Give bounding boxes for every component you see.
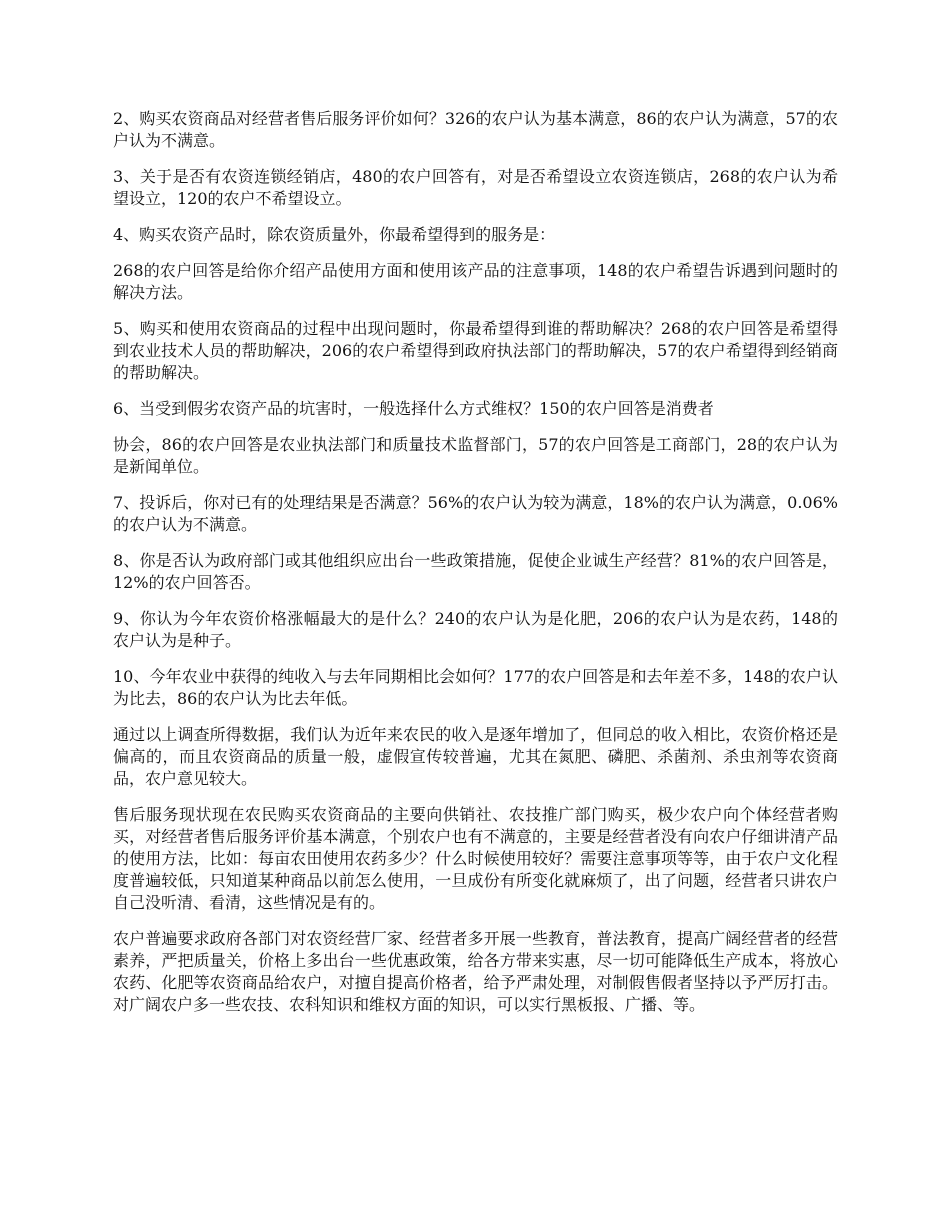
paragraph-q4-answer: 268的农户回答是给你介绍产品使用方面和使用该产品的注意事项，148的农户希望告诉遇到问题时的解决方法。 — [113, 261, 838, 302]
paragraph-after-sales-status: 售后服务现状现在农民购买农资商品的主要向供销社、农技推广部门购买，极少农户向个体经营者购买，对经营者售后服务评价基本满意，个别农户也有不满意的，主要是经营者没有向农户仔细讲清产品的使用方法，比如：每亩农田使用农药多少？什么时候使用较好？需要注意事项等等，由于农户文化程度普遍较低，只知道某种商品以前怎么使用，一旦成份有所变化就麻烦了，出了问题，经营者只讲农户自己没听清、看清，这些情况是有的。 — [113, 805, 838, 912]
paragraph-q8-policy: 8、你是否认为政府部门或其他组织应出台一些政策措施，促使企业诚生产经营？81%的农户回答是，12%的农户回答否。 — [113, 551, 838, 592]
paragraph-q3-chain-store: 3、关于是否有农资连锁经销店，480的农户回答有，对是否希望设立农资连锁店，268的农户认为希望设立，120的农户不希望设立。 — [113, 167, 838, 208]
paragraph-q5-help: 5、购买和使用农资商品的过程中出现问题时，你最希望得到谁的帮助解决？268的农户回答是希望得到农业技术人员的帮助解决，206的农户希望得到政府执法部门的帮助解决，57的农户希望得到经销商的帮助解决。 — [113, 319, 838, 382]
paragraph-q2-after-sales: 2、购买农资商品对经营者售后服务评价如何？326的农户认为基本满意，86的农户认为满意，57的农户认为不满意。 — [113, 109, 838, 150]
paragraph-q9-price: 9、你认为今年农资价格涨幅最大的是什么？240的农户认为是化肥，206的农户认为是农药，148的农户认为是种子。 — [113, 609, 838, 650]
document-body — [113, 108, 838, 1030]
paragraph-q4-question: 4、购买农资产品时，除农资质量外，你最希望得到的服务是： — [113, 225, 556, 244]
paragraph-q10-income: 10、今年农业中获得的纯收入与去年同期相比会如何？177的农户回答是和去年差不多，148的农户认为比去，86的农户认为比去年低。 — [113, 667, 838, 708]
paragraph-recommendations: 农户普遍要求政府各部门对农资经营厂家、经营者多开展一些教育，普法教育，提高广阔经营者的经营素养，严把质量关，价格上多出台一些优惠政策，给各方带来实惠，尽一切可能降低生产成本，将放心农药、化肥等农资商品给农户，对擅自提高价格者，给予严肃处理，对制假售假者坚持以予严厉打击。对广阔农户多一些农技、农科知识和维权方面的知识，可以实行黑板报、广播、等。 — [113, 929, 838, 1014]
paragraph-conclusion: 通过以上调查所得数据，我们认为近年来农民的收入是逐年增加了，但同总的收入相比，农资价格还是偏高的，而且农资商品的质量一般，虚假宣传较普遍，尤其在氮肥、磷肥、杀菌剂、杀虫剂等农资商品，农户意见较大。 — [113, 725, 838, 788]
paragraph-q7-complaint: 7、投诉后，你对已有的处理结果是否满意？56%的农户认为较为满意，18%的农户认为满意，0.06%的农户认为不满意。 — [113, 493, 838, 534]
paragraph-q6-answer: 协会，86的农户回答是农业执法部门和质量技术监督部门，57的农户回答是工商部门，28的农户认为是新闻单位。 — [113, 435, 838, 476]
paragraph-q6-question: 6、当受到假劣农资产品的坑害时，一般选择什么方式维权？150的农户回答是消费者 — [113, 399, 714, 418]
